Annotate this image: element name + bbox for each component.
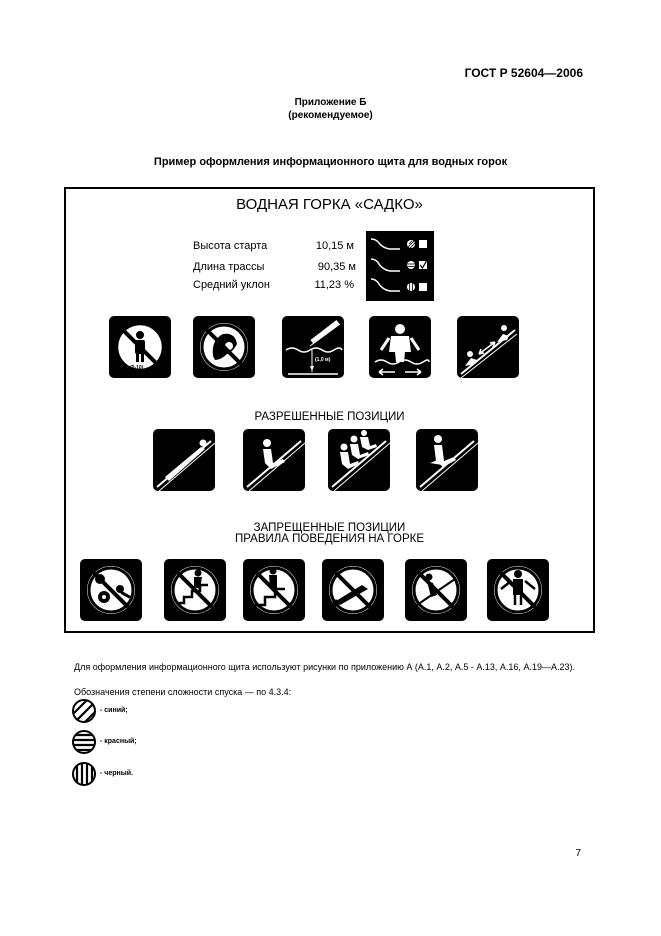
appendix-note: (рекомендуемое) (288, 110, 373, 121)
no-head-first-sign-icon (322, 559, 384, 621)
allowed-positions-heading: РАЗРЕШЕННЫЕ ПОЗИЦИИ (254, 411, 405, 423)
legend-item-red (70, 728, 137, 756)
standard-code: ГОСТ Р 52604—2006 (464, 66, 583, 80)
stat-label-length: Длина трассы (193, 261, 265, 273)
no-climbing-stairs-sign-icon (164, 559, 226, 621)
no-mother-child-sign-icon (193, 316, 255, 378)
allowed-group-sitting-icon (328, 429, 390, 491)
allowed-lying-feet-first-icon (153, 429, 215, 491)
age-range-label: (0-10) (130, 365, 144, 371)
forbidden-positions-heading: ЗАПРЕЩЕННЫЕ ПОЗИЦИИ (253, 522, 406, 534)
stat-value-height: 10,15 м (315, 240, 354, 252)
stat-value-length: 90,35 м (317, 261, 356, 273)
depth-label: (1,0 м) (315, 357, 331, 363)
stat-label-slope: Средний уклон (193, 279, 270, 291)
behavior-rules-heading: ПРАВИЛА ПОВЕДЕНИЯ НА ГОРКЕ (234, 533, 424, 545)
legend-label-black: - черный. (100, 770, 133, 777)
diagonal-hatch-circle-icon (70, 697, 98, 725)
no-kneeling-sign-icon (405, 559, 467, 621)
legend-label-red: - красный; (100, 738, 137, 745)
allowed-sitting-icon (243, 429, 305, 491)
info-board (64, 187, 595, 633)
stat-label-height: Высота старта (193, 240, 268, 252)
vertical-hatch-circle-icon (70, 760, 98, 788)
horizontal-hatch-circle-icon (70, 728, 98, 756)
page-number: 7 (575, 848, 581, 859)
board-title: ВОДНАЯ ГОРКА «САДКО» (236, 196, 423, 213)
stat-value-slope: 11,23 % (314, 279, 354, 291)
appendix-title: Приложение Б (294, 97, 367, 108)
legend-label-blue: - синий; (100, 707, 128, 714)
allowed-sitting-upright-icon (416, 429, 478, 491)
water-depth-sign-icon (282, 316, 344, 378)
paragraph-difficulty-reference: Обозначения степени сложности спуска — по 4.3.4: (74, 687, 292, 697)
legend-item-black (70, 760, 133, 788)
paragraph-figures-reference: Для оформления информационного щита используют рисунки по приложению А (А.1, А.2, А.5 - А.13, А.16, А.19—А.23). (74, 662, 575, 672)
figure-caption: Пример оформления информационного щита для водных горок (153, 156, 508, 168)
no-objects-sign-icon (80, 559, 142, 621)
no-rough-play-sign-icon (487, 559, 549, 621)
lifeguard-sign-icon (369, 316, 431, 378)
no-standing-sign-icon (243, 559, 305, 621)
legend-item-blue (70, 697, 128, 725)
keep-distance-sign-icon (457, 316, 519, 378)
slope-difficulty-panel (366, 231, 434, 301)
